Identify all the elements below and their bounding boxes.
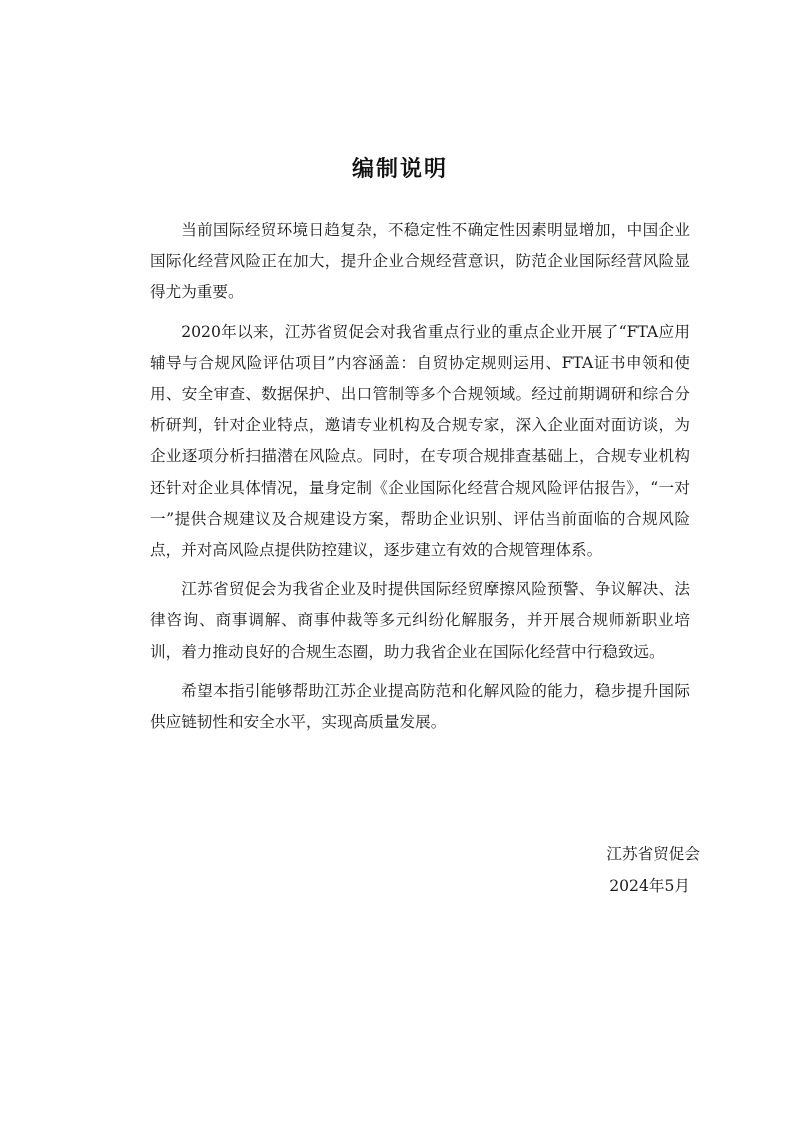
signature-organization: 江苏省贸促会: [606, 845, 700, 863]
paragraph-intro: 当前国际经贸环境日趋复杂，不稳定性不确定性因素明显增加，中国企业国际化经营风险正在加大，提升企业合规经营意识，防范企业国际经营风险显得尤为重要。: [150, 221, 690, 302]
paragraph-services: 江苏省贸促会为我省企业及时提供国际经贸摩擦风险预警、争议解决、法律咨询、商事调解、商事仲裁等多元纠纷化解服务，并开展合规师新职业培训，着力推动良好的合规生态圈，助力我省企业在国际化经营中行稳致远。: [150, 580, 690, 661]
signature-block: [606, 838, 700, 902]
page-title: 编制说明: [351, 157, 448, 182]
body-text: [150, 215, 690, 746]
paragraph-project: 2020年以来，江苏省贸促会对我省重点行业的重点企业开展了“FTA应用辅导与合规风险评估项目”内容涵盖：自贸协定规则运用、FTA证书申领和使用、安全审查、数据保护、出口管制等多个合规领域。经过前期调研和综合分析研判，针对企业特点，邀请专业机构及合规专家，深入企业面对面访谈，为企业逐项分析扫描潜在风险点。同时，在专项合规排查基础上，合规专业机构还针对企业具体情况，量身定制《企业国际化经营合规风险评估报告》，“一对一”提供合规建议及合规建设方案，帮助企业识别、评估当前面临的合规风险点，并对高风险点提供防控建议，逐步建立有效的合规管理体系。: [150, 322, 690, 560]
paragraph-hope: 希望本指引能够帮助江苏企业提高防范和化解风险的能力，稳步提升国际供应链韧性和安全水平，实现高质量发展。: [150, 681, 690, 732]
signature-date: 2024年5月: [609, 877, 690, 895]
